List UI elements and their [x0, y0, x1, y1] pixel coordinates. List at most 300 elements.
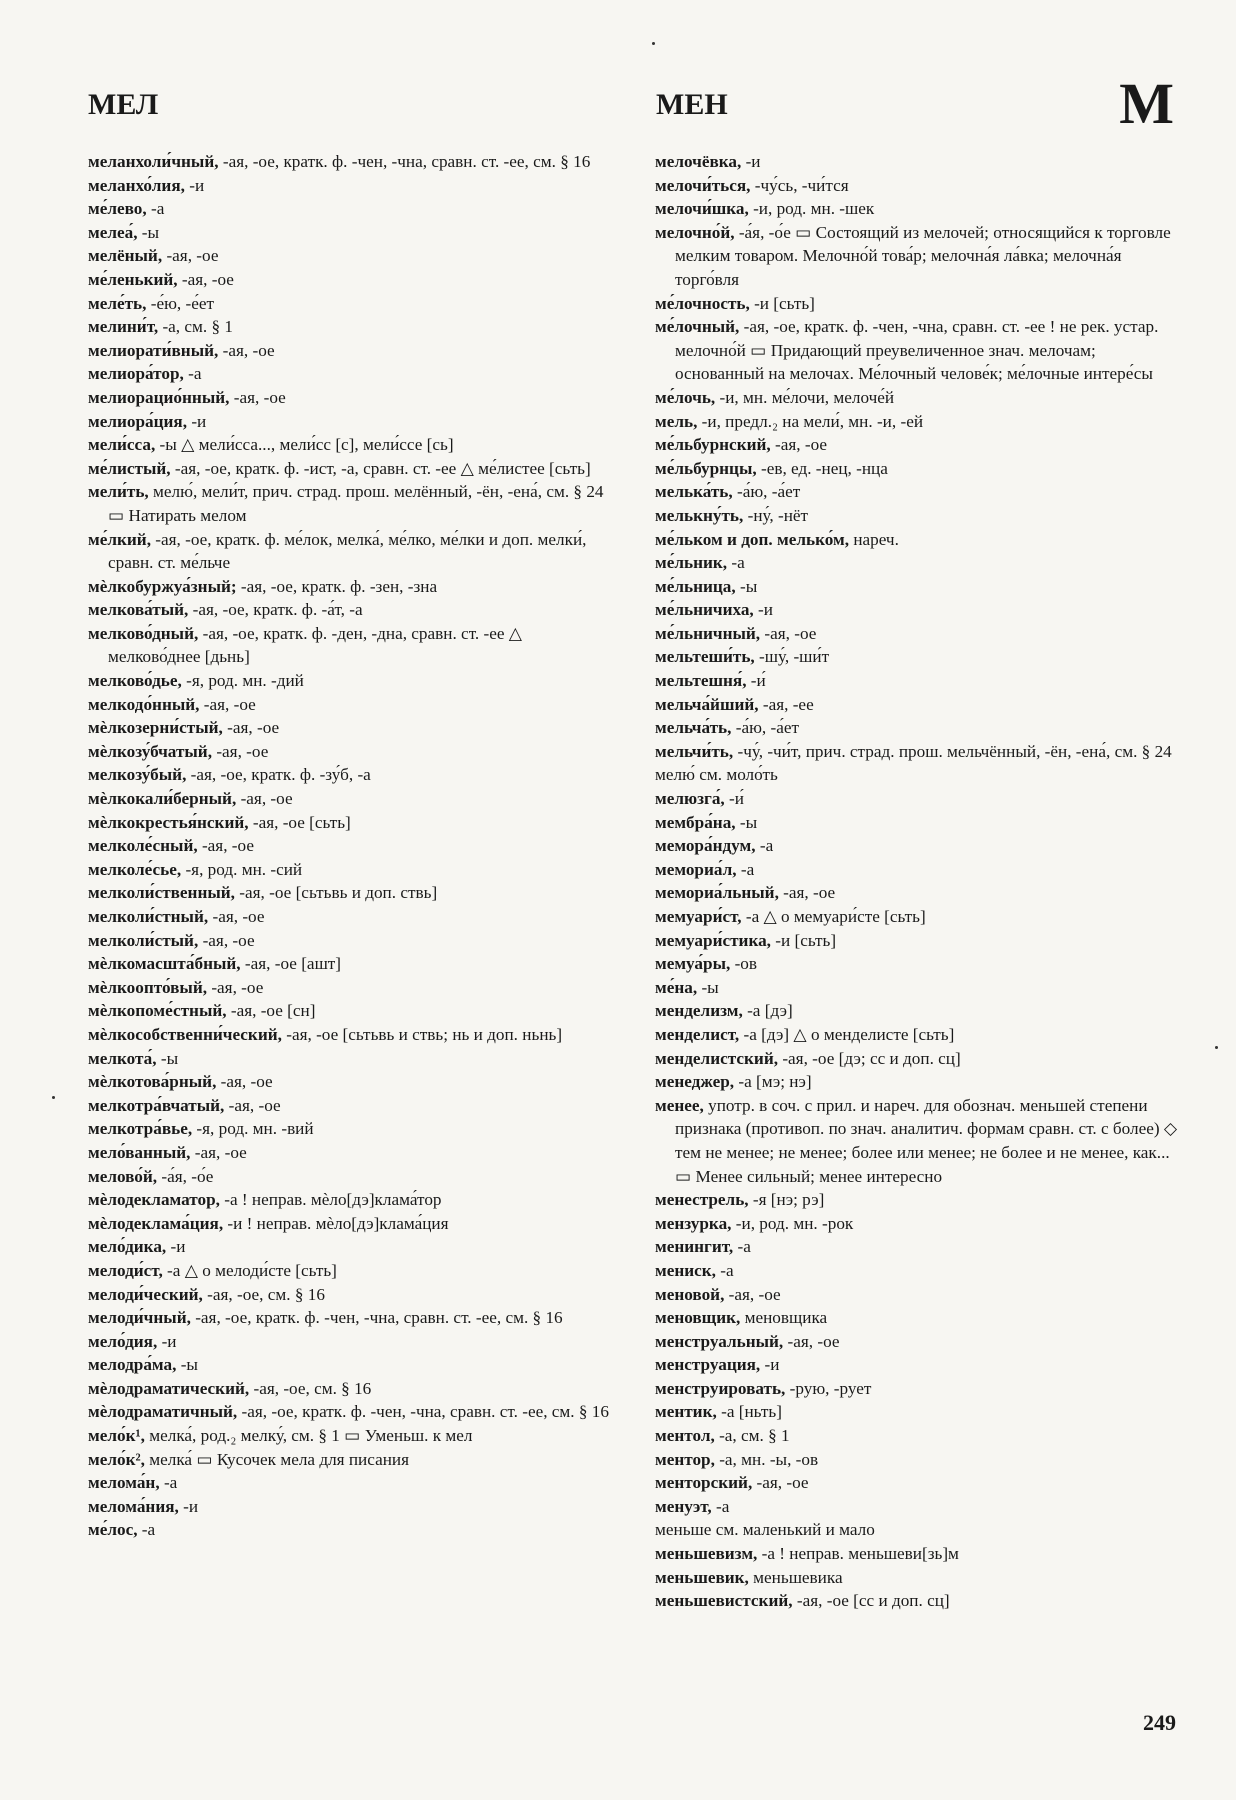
- dictionary-entry: [655, 740, 1185, 764]
- dictionary-entry: [655, 1330, 1185, 1354]
- entry-text: -ая, -ое: [775, 435, 828, 455]
- running-head-left: МЕЛ: [88, 88, 159, 121]
- entry-text: -ая, -ое [сьтьвь и доп. ствь]: [239, 883, 438, 903]
- entry-text: -ая, -ое: [233, 387, 286, 407]
- dictionary-entry: [88, 858, 618, 882]
- entry-text: -и: [758, 600, 773, 620]
- entry-text: -а: [740, 859, 755, 879]
- entry-text: -а [дэ] △ о менделисте [сьть]: [743, 1024, 955, 1044]
- entry-headword: ментол,: [655, 1426, 715, 1446]
- entry-text: -ы: [160, 1048, 179, 1068]
- scan-speck: [1215, 1046, 1218, 1049]
- entry-headword: ме́лкий,: [88, 529, 151, 549]
- entry-text: -ая, -ое, кратк. ф. -зу́б, -а: [190, 765, 371, 785]
- dictionary-entry: [655, 999, 1185, 1023]
- entry-text: -е́ю, -е́ет: [150, 293, 215, 313]
- entry-text: меньшевика: [753, 1567, 843, 1587]
- entry-headword: мелоди́чный,: [88, 1308, 191, 1328]
- entry-headword: мельтешня́,: [655, 671, 747, 691]
- dictionary-entry: [88, 1117, 618, 1141]
- entry-headword: мелиора́ция,: [88, 411, 188, 431]
- dictionary-entry: [88, 575, 618, 599]
- entry-text: -ая, -ое, кратк. ф. -ден, -дна, сравн. ст. -ее △ мелково́днее [дьнь]: [108, 623, 522, 667]
- entry-headword: мело́к¹,: [88, 1426, 145, 1446]
- entry-text: употр. в соч. с прил. и нареч. для обознач. меньшей степени признака (противоп. по знач. аналитич. формам сравн. ст. с более) ◇ тем не менее; не менее; более или менее; не более и не менее, как... ▭ Менее сильный; менее интересно: [675, 1095, 1178, 1186]
- entry-text: -и: [745, 152, 761, 171]
- dictionary-entry: [655, 1306, 1185, 1330]
- entry-headword: мелома́н,: [88, 1473, 160, 1493]
- entry-headword: меланхоли́чный,: [88, 152, 219, 171]
- dictionary-entry: [655, 575, 1185, 599]
- dictionary-entry: [655, 480, 1185, 504]
- entry-text: -а ! неправ. меньшеви[зь]м: [761, 1544, 959, 1564]
- entry-text: -ну́, -нёт: [747, 505, 809, 525]
- entry-headword: мелоди́ст,: [88, 1260, 163, 1280]
- entry-headword: мемуари́стика,: [655, 930, 771, 950]
- entry-text: -ая, -ое [дэ; сс и доп. сц]: [782, 1048, 961, 1068]
- entry-headword: мелюзга́,: [655, 789, 725, 809]
- entry-headword: менее,: [655, 1095, 704, 1115]
- dictionary-entry: [655, 763, 1185, 787]
- entry-text: -и́: [750, 671, 766, 691]
- entry-text: -я, род. мн. -вий: [196, 1119, 314, 1139]
- entry-headword: мело́к²,: [88, 1449, 145, 1469]
- entry-text: -а́я, -о́е: [161, 1166, 214, 1186]
- dictionary-entry: [88, 1306, 618, 1330]
- dictionary-entry: [655, 457, 1185, 481]
- entry-headword: мемориа́льный,: [655, 883, 779, 903]
- entry-text: -ая, -ое: [756, 1473, 809, 1493]
- entry-text: -а: [141, 1520, 156, 1540]
- entry-text: -а́ю, -а́ет: [735, 718, 800, 738]
- entry-headword: мѐлкокрестья́нский,: [88, 812, 249, 832]
- dictionary-entry: [655, 315, 1185, 386]
- dictionary-entry: [88, 1212, 618, 1236]
- entry-headword: ме́лочный,: [655, 317, 740, 337]
- dictionary-entry: [655, 1188, 1185, 1212]
- entry-headword: мѐлкотова́рный,: [88, 1072, 217, 1092]
- dictionary-entry: [655, 197, 1185, 221]
- entry-headword: мѐлкособственни́ческий,: [88, 1024, 282, 1044]
- entry-headword: мелколи́стый,: [88, 930, 199, 950]
- entry-text: -я, род. мн. -дий: [186, 671, 304, 691]
- entry-text: мелю́, мели́т, прич. страд. прош. мелённый, -ён, -ена́, см. § 24 ▭ Натирать мелом: [108, 482, 604, 525]
- entry-headword: мелёный,: [88, 246, 163, 266]
- entry-headword: мембра́на,: [655, 812, 736, 832]
- entry-text: -ая, -ое [сьть]: [252, 812, 351, 832]
- dictionary-entry: [88, 905, 618, 929]
- entry-text: -а: [720, 1260, 734, 1280]
- entry-text: -и: [170, 1237, 186, 1257]
- entry-text: -ая, -ое: [240, 789, 293, 809]
- entry-headword: ме́льничиха,: [655, 600, 754, 620]
- entry-text: -ы: [739, 576, 758, 596]
- entry-headword: мелома́ния,: [88, 1496, 179, 1516]
- entry-text: мелка́ ▭ Кусочек мела для писания: [149, 1449, 410, 1469]
- entry-text: мелка́, род.₂ мелку́, см. § 1 ▭ Уменьш. к мел: [149, 1426, 473, 1446]
- entry-headword: мелкова́тый,: [88, 600, 189, 620]
- right-column: [655, 150, 1185, 1613]
- dictionary-entry: [88, 174, 618, 198]
- dictionary-entry: [655, 551, 1185, 575]
- entry-headword: мельча́йший,: [655, 694, 759, 714]
- dictionary-entry: [88, 1070, 618, 1094]
- dictionary-entry: [88, 1023, 618, 1047]
- entry-text: -а: [150, 199, 165, 219]
- entry-text: -рую, -рует: [789, 1378, 872, 1398]
- entry-headword: мѐлкокали́берный,: [88, 789, 237, 809]
- dictionary-entry: [655, 598, 1185, 622]
- entry-headword: мелочи́шка,: [655, 199, 749, 219]
- entry-text: -ая, -ое, см. § 16: [253, 1378, 372, 1398]
- entry-headword: мелеа́,: [88, 222, 138, 242]
- entry-headword: ме́льничный,: [655, 623, 761, 643]
- entry-headword: мело́дика,: [88, 1237, 167, 1257]
- dictionary-entry: [88, 787, 618, 811]
- dictionary-entry: [88, 315, 618, 339]
- dictionary-entry: [88, 811, 618, 835]
- entry-headword: мемориа́л,: [655, 859, 737, 879]
- entry-text: -ая, -ое: [783, 883, 836, 903]
- dictionary-entry: [655, 834, 1185, 858]
- entry-headword: мелиорати́вный,: [88, 340, 219, 360]
- entry-text: -ая, -ое: [211, 977, 264, 997]
- dictionary-entry: [88, 929, 618, 953]
- dictionary-entry: [655, 1400, 1185, 1424]
- entry-headword: мелкозу́бый,: [88, 765, 187, 785]
- entry-headword: менструировать,: [655, 1378, 786, 1398]
- entry-headword: менеджер,: [655, 1072, 735, 1092]
- dictionary-entry: [655, 1283, 1185, 1307]
- entry-headword: менделизм,: [655, 1001, 743, 1021]
- dictionary-entry: [655, 929, 1185, 953]
- entry-headword: мѐлкозерни́стый,: [88, 718, 223, 738]
- dictionary-entry: [88, 763, 618, 787]
- dictionary-entry: [655, 292, 1185, 316]
- dictionary-entry: [655, 1377, 1185, 1401]
- entry-text: меньше см. маленький и мало: [655, 1520, 875, 1540]
- entry-text: -а △ о мелоди́сте [сьть]: [167, 1260, 337, 1280]
- entry-headword: меньшевизм,: [655, 1544, 758, 1564]
- dictionary-entry: [88, 433, 618, 457]
- entry-headword: мелиора́тор,: [88, 364, 184, 384]
- dictionary-entry: [88, 362, 618, 386]
- entry-text: -ая, -ое [сн]: [230, 1001, 316, 1021]
- entry-headword: мелкота́,: [88, 1048, 157, 1068]
- entry-headword: мѐлкозу́бчатый,: [88, 741, 213, 761]
- dictionary-entry: [88, 1448, 618, 1472]
- entry-text: -ы △ мели́сса..., мели́сс [с], мели́ссе [сь]: [159, 435, 454, 455]
- entry-text: -ая, -ое: [166, 246, 219, 266]
- entry-text: нареч.: [853, 529, 899, 549]
- entry-headword: меньшевистский,: [655, 1591, 793, 1611]
- dictionary-entry: [655, 669, 1185, 693]
- dictionary-entry: [655, 1518, 1185, 1542]
- dictionary-entry: [88, 976, 618, 1000]
- entry-headword: мелково́дье,: [88, 671, 182, 691]
- dictionary-entry: [655, 504, 1185, 528]
- entry-text: -и, род. мн. -шек: [753, 199, 875, 219]
- entry-text: -ая, -ое: [194, 1142, 247, 1162]
- entry-text: -а [ньть]: [721, 1402, 782, 1422]
- entry-text: -а, см. § 1: [719, 1426, 790, 1446]
- dictionary-entry: [88, 244, 618, 268]
- entry-headword: мели́сса,: [88, 435, 156, 455]
- entry-headword: меновой,: [655, 1284, 725, 1304]
- dictionary-entry: [655, 622, 1185, 646]
- entry-headword: мелоди́ческий,: [88, 1284, 203, 1304]
- dictionary-entry: [655, 1235, 1185, 1259]
- dictionary-entry: [655, 410, 1185, 434]
- entry-text: -ая, -ое: [201, 836, 254, 856]
- dictionary-entry: [88, 1141, 618, 1165]
- entry-text: -а: [716, 1496, 730, 1516]
- entry-text: -ая, -ое [сьтьвь и ствь; нь и доп. ньнь]: [286, 1024, 563, 1044]
- dictionary-entry: [655, 1259, 1185, 1283]
- entry-text: -ы: [739, 812, 758, 832]
- entry-headword: ме́лево,: [88, 199, 147, 219]
- dictionary-entry: [655, 716, 1185, 740]
- entry-headword: мелково́дный,: [88, 623, 199, 643]
- dictionary-entry: [655, 787, 1185, 811]
- dictionary-entry: [88, 268, 618, 292]
- entry-headword: мелколи́ственный,: [88, 883, 235, 903]
- dictionary-entry: [88, 622, 618, 669]
- entry-headword: меновщик,: [655, 1308, 741, 1328]
- entry-headword: мѐлкобуржуа́зный;: [88, 576, 237, 596]
- dictionary-entry: [655, 1023, 1185, 1047]
- entry-headword: ментик,: [655, 1402, 717, 1422]
- dictionary-entry: [88, 1471, 618, 1495]
- dictionary-entry: [88, 410, 618, 434]
- entry-headword: мѐлодраматический,: [88, 1378, 250, 1398]
- entry-text: -и, мн. ме́лочи, мелоче́й: [719, 387, 895, 407]
- entry-text: -ая, -ое: [202, 930, 255, 950]
- entry-headword: мелодра́ма,: [88, 1355, 177, 1375]
- dictionary-entry: [655, 1353, 1185, 1377]
- entry-text: -шу́, -ши́т: [759, 647, 830, 667]
- entry-text: -а, мн. -ы, -ов: [719, 1449, 819, 1469]
- entry-headword: меньшевик,: [655, 1567, 749, 1587]
- entry-text: -а ! неправ. мѐло[дэ]клама́тор: [224, 1190, 442, 1210]
- entry-text: -а: [737, 1237, 751, 1257]
- dictionary-entry: [655, 858, 1185, 882]
- dictionary-entry: [88, 999, 618, 1023]
- entry-headword: мениск,: [655, 1260, 716, 1280]
- entry-headword: ме́льбурнский,: [655, 435, 771, 455]
- dictionary-entry: [88, 1377, 618, 1401]
- entry-headword: менестрель,: [655, 1190, 749, 1210]
- entry-headword: мелька́ть,: [655, 482, 733, 502]
- entry-headword: мельча́ть,: [655, 718, 732, 738]
- entry-headword: мелькну́ть,: [655, 505, 744, 525]
- running-head-right: МЕН: [656, 88, 728, 121]
- entry-headword: ме́лочь,: [655, 387, 716, 407]
- entry-headword: меланхо́лия,: [88, 175, 185, 195]
- dictionary-entry: [655, 905, 1185, 929]
- entry-text: -а: [188, 364, 202, 384]
- entry-text: -ая, -ое: [222, 340, 275, 360]
- dictionary-entry: [655, 1566, 1185, 1590]
- entry-headword: ме́листый,: [88, 458, 171, 478]
- entry-text: -а, см. § 1: [162, 317, 233, 337]
- entry-headword: мемуа́ры,: [655, 954, 731, 974]
- dictionary-entry: [88, 1518, 618, 1542]
- entry-text: -ов: [734, 954, 758, 974]
- dictionary-entry: [88, 1188, 618, 1212]
- entry-headword: менторский,: [655, 1473, 753, 1493]
- entry-text: -а [мэ; нэ]: [738, 1072, 812, 1092]
- entry-headword: мелочно́й,: [655, 222, 735, 242]
- entry-text: -и: [764, 1355, 780, 1375]
- entry-headword: ме́лос,: [88, 1520, 138, 1540]
- entry-text: -ая, -ое, кратк. ф. ме́лок, мелка́, ме́лко, ме́лки и доп. мелки́, сравн. ст. ме́льче: [108, 529, 587, 573]
- entry-headword: менделистский,: [655, 1048, 779, 1068]
- entry-headword: мѐлкопоме́стный,: [88, 1001, 227, 1021]
- entry-text: -ы: [180, 1355, 198, 1375]
- dictionary-entry: [655, 1495, 1185, 1519]
- dictionary-entry: [655, 150, 1185, 174]
- dictionary-entry: [655, 1448, 1185, 1472]
- entry-headword: ментор,: [655, 1449, 715, 1469]
- entry-text: -ая, -ое: [212, 907, 265, 926]
- entry-headword: менструальный,: [655, 1331, 784, 1351]
- entry-headword: менуэт,: [655, 1496, 712, 1516]
- dictionary-entry: [88, 740, 618, 764]
- entry-text: -и [сьть]: [754, 293, 815, 313]
- entry-text: -ая, -ое: [181, 269, 234, 289]
- entry-text: -а: [731, 553, 745, 573]
- dictionary-entry: [88, 1094, 618, 1118]
- entry-text: -ая, -ое, кратк. ф. -чен, -чна, сравн. ст. -ее ! не рек. устар. мелочно́й ▭ Придающий преувеличенное знач. мелочам; основанный на мелочах. Ме́лочный челове́к; ме́лочные интере́сы: [675, 317, 1159, 384]
- section-letter: М: [1119, 71, 1174, 136]
- entry-text: -ая, -ое: [203, 694, 256, 714]
- entry-text: -и: [189, 175, 205, 195]
- entry-text: -ая, -ое: [228, 1095, 281, 1115]
- dictionary-entry: [88, 1283, 618, 1307]
- dictionary-entry: [655, 386, 1185, 410]
- dictionary-entry: [88, 716, 618, 740]
- entry-headword: мелкодо́нный,: [88, 694, 200, 714]
- entry-headword: мелколе́сье,: [88, 859, 182, 879]
- dictionary-entry: [88, 1165, 618, 1189]
- entry-text: -я [нэ; рэ]: [752, 1190, 825, 1210]
- entry-headword: менделист,: [655, 1024, 740, 1044]
- dictionary-entry: [655, 693, 1185, 717]
- entry-headword: мелкотра́вье,: [88, 1119, 193, 1139]
- entry-text: -ы: [141, 222, 160, 242]
- entry-text: -ая, -ое, кратк. ф. -а́т, -а: [192, 600, 363, 620]
- entry-text: -ая, -ое: [728, 1284, 781, 1304]
- dictionary-entry: [88, 1424, 618, 1448]
- entry-headword: мело́ванный,: [88, 1142, 191, 1162]
- entry-headword: ме́ленький,: [88, 269, 178, 289]
- entry-text: -ая, -ее: [762, 694, 814, 714]
- entry-text: -ая, -ое, кратк. ф. -чен, -чна, сравн. ст. -ее, см. § 16: [241, 1402, 609, 1422]
- entry-headword: ме́льбурнцы,: [655, 458, 757, 478]
- dictionary-entry: [655, 1471, 1185, 1495]
- dictionary-entry: [88, 292, 618, 316]
- dictionary-entry: [88, 386, 618, 410]
- dictionary-entry: [88, 693, 618, 717]
- entry-headword: мелочёвка,: [655, 152, 742, 171]
- dictionary-entry: [655, 976, 1185, 1000]
- entry-text: -и [сьть]: [775, 930, 837, 950]
- dictionary-entry: [88, 669, 618, 693]
- entry-text: -а́ю, -а́ет: [736, 482, 801, 502]
- entry-text: -а [дэ]: [747, 1001, 793, 1021]
- entry-text: -ев, ед. -нец, -нца: [760, 458, 888, 478]
- entry-headword: мелини́т,: [88, 317, 159, 337]
- entry-text: -ы: [701, 977, 719, 997]
- entry-text: -я, род. мн. -сий: [185, 859, 303, 879]
- entry-text: -ая, -ое, кратк. ф. -зен, -зна: [240, 576, 438, 596]
- entry-headword: мѐлодекламатор,: [88, 1190, 220, 1210]
- entry-headword: мельчи́ть,: [655, 741, 734, 761]
- dictionary-entry: [655, 1047, 1185, 1071]
- entry-text: -и: [191, 411, 207, 431]
- dictionary-entry: [655, 811, 1185, 835]
- dictionary-entry: [88, 197, 618, 221]
- dictionary-entry: [88, 221, 618, 245]
- left-column: [88, 150, 618, 1542]
- entry-text: -и ! неправ. мѐло[дэ]клама́ция: [227, 1213, 449, 1233]
- dictionary-entry: [88, 952, 618, 976]
- dictionary-entry: [88, 528, 618, 575]
- entry-headword: мѐлодеклама́ция,: [88, 1213, 224, 1233]
- entry-text: -ая, -ое, см. § 16: [207, 1284, 325, 1304]
- entry-headword: мелколи́стный,: [88, 907, 209, 926]
- entry-headword: ме́на,: [655, 977, 698, 997]
- entry-text: -чу́, -чи́т, прич. страд. прош. мельчённый, -ён, -ена́, см. § 24: [737, 741, 1172, 761]
- entry-headword: мѐлодраматичный,: [88, 1402, 238, 1422]
- scan-speck: [652, 42, 655, 45]
- dictionary-entry: [88, 834, 618, 858]
- entry-text: -и́: [729, 789, 744, 809]
- entry-text: -ая, -ое [ашт]: [244, 954, 342, 974]
- entry-headword: мелколе́сный,: [88, 836, 198, 856]
- entry-headword: мелкотра́вчатый,: [88, 1095, 225, 1115]
- entry-text: -и, предл.₂ на мели́, мн. -и, -ей: [701, 411, 924, 431]
- dictionary-entry: [88, 150, 618, 174]
- entry-text: -ая, -ое, кратк. ф. -ист, -а, сравн. ст. -ее △ ме́листее [сьть]: [174, 458, 591, 478]
- dictionary-entry: [655, 1424, 1185, 1448]
- entry-headword: мѐлкомасшта́бный,: [88, 954, 241, 974]
- dictionary-entry: [88, 1235, 618, 1259]
- dictionary-entry: [88, 1400, 618, 1424]
- dictionary-entry: [655, 1070, 1185, 1094]
- dictionary-entry: [655, 645, 1185, 669]
- entry-text: -и, род. мн. -рок: [735, 1213, 854, 1233]
- entry-text: -и: [161, 1331, 177, 1351]
- entry-headword: мелочи́ться,: [655, 175, 751, 195]
- entry-headword: мелово́й,: [88, 1166, 158, 1186]
- entry-headword: мело́дия,: [88, 1331, 158, 1351]
- entry-text: -а △ о мемуари́сте [сьть]: [745, 907, 926, 926]
- entry-headword: ме́лочность,: [655, 293, 750, 313]
- entry-headword: мелиорацио́нный,: [88, 387, 230, 407]
- entry-text: -ая, -ое: [764, 623, 817, 643]
- dictionary-entry: [655, 221, 1185, 292]
- entry-headword: ме́льник,: [655, 553, 728, 573]
- dictionary-entry: [655, 1212, 1185, 1236]
- dictionary-entry: [655, 881, 1185, 905]
- dictionary-entry: [88, 1330, 618, 1354]
- dictionary-entry: [88, 598, 618, 622]
- dictionary-entry: [88, 339, 618, 363]
- entry-headword: ме́льница,: [655, 576, 736, 596]
- dictionary-entry: [88, 1259, 618, 1283]
